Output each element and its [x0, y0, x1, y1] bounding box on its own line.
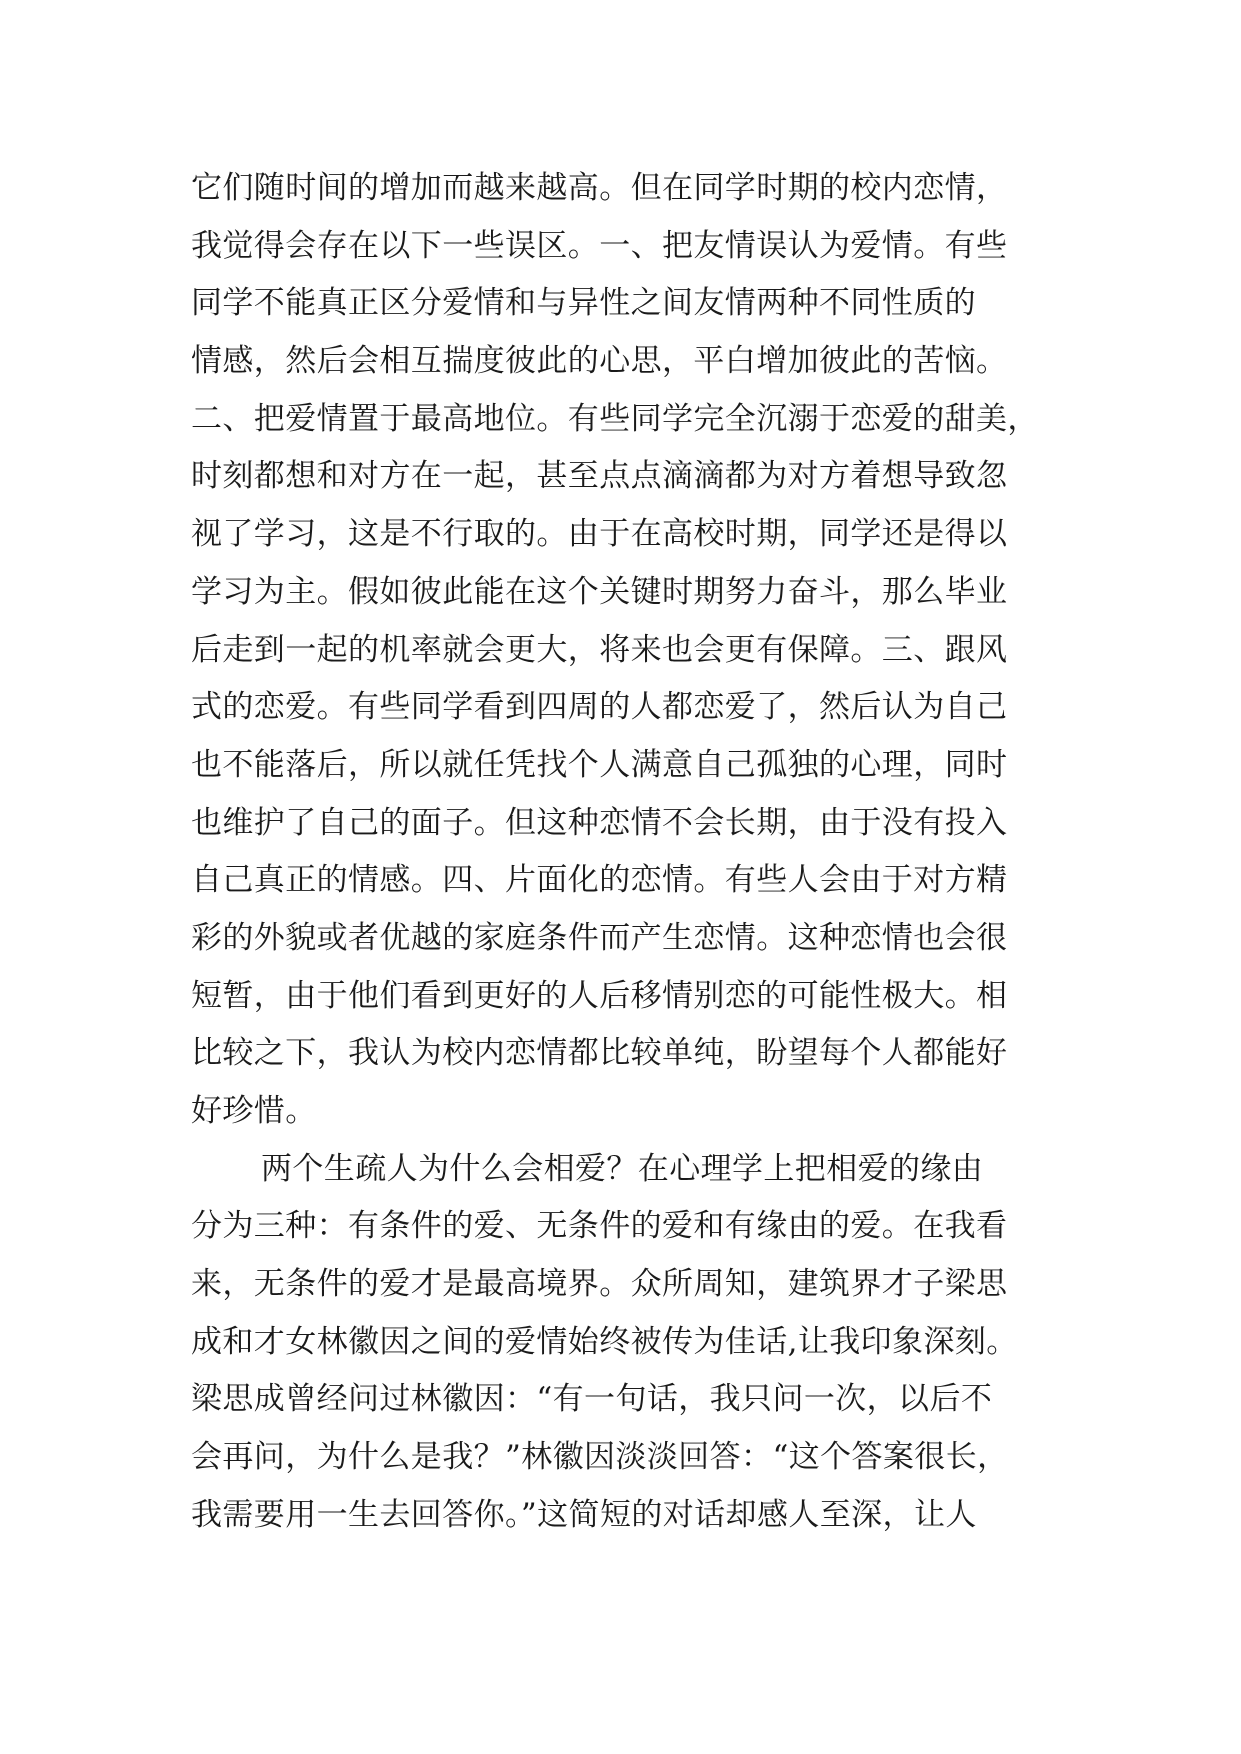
text-line: 来，无条件的爱才是最高境界。众所周知，建筑界才子梁思	[191, 1266, 1008, 1303]
text-line: 情感，然后会相互揣度彼此的心思，平白增加彼此的苦恼。	[191, 343, 1008, 380]
text-line: 式的恋爱。有些同学看到四周的人都恋爱了，然后认为自己	[191, 689, 1008, 726]
body-text	[191, 160, 1091, 1545]
text-line: 我觉得会存在以下一些误区。一、把友情误认为爱情。有些	[191, 227, 1008, 264]
text-line: 会再问，为什么是我？”林徽因淡淡回答：“这个答案很长，	[191, 1439, 1009, 1476]
text-line: 成和才女林徽因之间的爱情始终被传为佳话,让我印象深刻。	[191, 1323, 1018, 1360]
text-line: 自己真正的情感。四、片面化的恋情。有些人会由于对方精	[191, 862, 1008, 899]
text-line: 梁思成曾经问过林徽因：“有一句话，我只问一次，以后不	[191, 1381, 993, 1418]
text-line: 视了学习，这是不行取的。由于在高校时期，同学还是得以	[191, 516, 1008, 553]
text-line: 也维护了自己的面子。但这种恋情不会长期，由于没有投入	[191, 804, 1008, 841]
text-line: 二、把爱情置于最高地位。有些同学完全沉溺于恋爱的甜美，	[191, 400, 1039, 437]
text-line: 后走到一起的机率就会更大，将来也会更有保障。三、跟风	[191, 631, 1008, 668]
text-line: 它们随时间的增加而越来越高。但在同学时期的校内恋情，	[191, 170, 1008, 206]
text-line: 好珍惜。	[191, 1093, 317, 1129]
text-line: 彩的外貌或者优越的家庭条件而产生恋情。这种恋情也会很	[191, 919, 1008, 956]
text-line: 比较之下，我认为校内恋情都比较单纯，盼望每个人都能好	[191, 1035, 1008, 1072]
text-line: 学习为主。假如彼此能在这个关键时期努力奋斗，那么毕业	[191, 573, 1008, 610]
text-line: 我需要用一生去回答你。”这简短的对话却感人至深，让人	[191, 1496, 977, 1533]
paragraph-start-line: 两个生疏人为什么会相爱？在心理学上把相爱的缘由	[261, 1150, 984, 1187]
text-line: 同学不能真正区分爱情和与异性之间友情两种不同性质的	[191, 285, 976, 322]
text-line: 也不能落后，所以就任凭找个人满意自己孤独的心理，同时	[191, 746, 1008, 783]
text-line: 分为三种：有条件的爱、无条件的爱和有缘由的爱。在我看	[191, 1208, 1008, 1245]
text-line: 时刻都想和对方在一起，甚至点点滴滴都为对方着想导致忽	[191, 458, 1008, 495]
text-line: 短暂，由于他们看到更好的人后移情别恋的可能性极大。相	[191, 977, 1008, 1014]
